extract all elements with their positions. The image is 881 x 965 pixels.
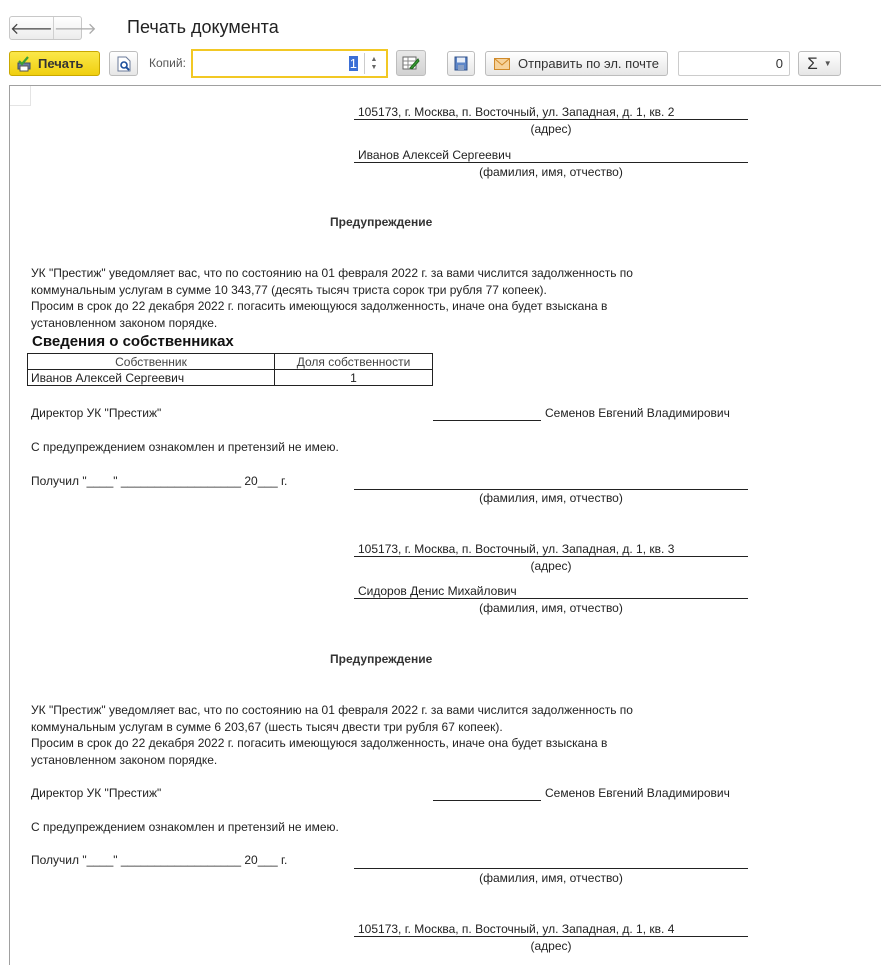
notice-line: УК "Престиж" уведомляет вас, что по состоянию на 01 февраля 2022 г. за вами числится задолженность по	[31, 703, 633, 717]
acknowledgement-text: С предупреждением ознакомлен и претензий не имею.	[31, 440, 339, 454]
director-label: Директор УК "Престиж"	[31, 406, 162, 420]
envelope-icon	[494, 58, 510, 70]
address-field: 105173, г. Москва, п. Восточный, ул. Западная, д. 1, кв. 2	[354, 104, 748, 120]
address-field: 105173, г. Москва, п. Восточный, ул. Западная, д. 1, кв. 3	[354, 541, 748, 557]
acknowledgement-text: С предупреждением ознакомлен и претензий не имею.	[31, 820, 339, 834]
spin-down-icon[interactable]: ▼	[370, 63, 378, 71]
send-email-button[interactable]	[485, 51, 668, 76]
print-label: Печать	[38, 56, 84, 71]
owners-table	[27, 353, 433, 386]
notice-line: Просим в срок до 22 декабря 2022 г. погасить имеющуюся задолженность, иначе она будет взыскана в	[31, 299, 608, 314]
column-header: Собственник	[28, 354, 275, 370]
navigation-buttons	[9, 16, 97, 40]
notice-line: УК "Престиж" уведомляет вас, что по состоянию на 01 февраля 2022 г. за вами числится задолженность по	[31, 266, 633, 280]
send-email-label: Отправить по эл. почте	[518, 56, 659, 71]
forward-button[interactable]	[53, 17, 97, 39]
signature-line	[433, 406, 541, 421]
spin-up-icon[interactable]: ▲	[370, 55, 378, 63]
director-name: Семенов Евгений Владимирович	[545, 786, 730, 800]
notice-body	[31, 702, 751, 769]
address-caption: (адрес)	[530, 559, 572, 573]
arrow-right-icon: 🡒	[53, 20, 97, 38]
notice-line: коммунальным услугам в сумме 6 203,67 (шесть тысяч двести три рубля 67 копеек).	[31, 719, 503, 734]
name-field: Сидоров Денис Михайлович	[354, 583, 748, 599]
page-title: Печать документа	[127, 17, 279, 37]
printer-icon	[16, 56, 32, 72]
owners-title: Сведения о собственниках	[32, 333, 234, 350]
name-caption: (фамилия, имя, отчество)	[479, 601, 623, 615]
notice-heading: Предупреждение	[330, 652, 433, 666]
notice-line: коммунальным услугам в сумме 10 343,77 (десять тысяч триста сорок три рубля 77 копеек).	[31, 282, 547, 297]
table-row	[28, 370, 433, 386]
name-caption: (фамилия, имя, отчество)	[479, 491, 623, 505]
floppy-disk-icon	[454, 56, 468, 71]
notice-line: установленном законом порядке.	[31, 316, 218, 331]
name-field: Иванов Алексей Сергеевич	[354, 147, 748, 163]
notice-line: установленном законом порядке.	[31, 753, 218, 768]
arrow-left-icon: 🡐	[10, 20, 53, 38]
director-name: Семенов Евгений Владимирович	[545, 406, 730, 420]
save-button[interactable]	[447, 51, 475, 76]
signature-line	[433, 786, 541, 801]
owner-name-cell: Иванов Алексей Сергеевич	[28, 370, 275, 386]
preview-icon	[117, 56, 131, 72]
received-text: Получил "____" __________________ 20___ г.	[31, 853, 288, 867]
notice-line: Просим в срок до 22 декабря 2022 г. погасить имеющуюся задолженность, иначе она будет взыскана в	[31, 736, 608, 751]
sum-value: 0	[775, 56, 783, 71]
address-caption: (адрес)	[530, 939, 572, 953]
name-caption: (фамилия, имя, отчество)	[479, 871, 623, 885]
signature-line	[354, 474, 748, 490]
sigma-icon: Σ	[807, 53, 818, 73]
sum-field	[678, 51, 790, 76]
sum-mode-button[interactable]	[798, 51, 841, 76]
copies-value: 1	[349, 56, 357, 71]
edit-table-icon	[402, 55, 420, 71]
copies-stepper[interactable]	[364, 53, 383, 74]
table-header-row	[28, 354, 433, 370]
chevron-down-icon: ▼	[823, 59, 832, 68]
notice-body	[31, 265, 751, 332]
owner-share-cell: 1	[275, 370, 433, 386]
back-button[interactable]	[10, 17, 53, 39]
address-field: 105173, г. Москва, п. Восточный, ул. Западная, д. 1, кв. 4	[354, 921, 748, 937]
column-header: Доля собственности	[275, 354, 433, 370]
copies-input[interactable]	[191, 49, 388, 78]
copies-label: Копий:	[149, 56, 186, 70]
address-caption: (адрес)	[530, 122, 572, 136]
edit-mode-toggle[interactable]	[396, 50, 426, 76]
received-text: Получил "____" __________________ 20___ г.	[31, 474, 288, 488]
print-button[interactable]	[9, 51, 100, 76]
notice-heading: Предупреждение	[330, 215, 433, 229]
name-caption: (фамилия, имя, отчество)	[479, 165, 623, 179]
document-corner	[10, 86, 31, 106]
signature-line	[354, 853, 748, 869]
preview-button[interactable]	[109, 51, 138, 76]
director-label: Директор УК "Престиж"	[31, 786, 162, 800]
